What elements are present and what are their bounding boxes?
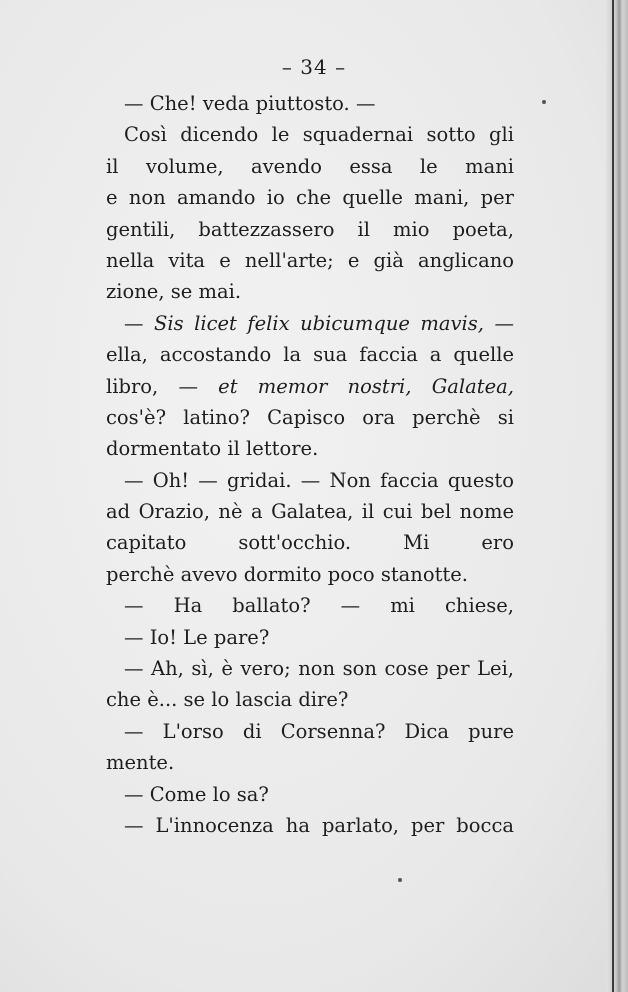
text-line bbox=[106, 653, 514, 684]
text-run: che è... se lo lascia dire? bbox=[106, 688, 349, 712]
text-line bbox=[106, 214, 514, 245]
text-line bbox=[106, 182, 514, 213]
text-run: ad Orazio, nè a Galatea, il cui bel nome bbox=[106, 500, 514, 524]
text-run: — Come lo sa? bbox=[124, 782, 269, 806]
text-line bbox=[106, 810, 514, 841]
text-line bbox=[106, 339, 514, 370]
text-run: — Che! veda piuttosto. — bbox=[124, 92, 376, 115]
body-text bbox=[106, 88, 514, 841]
text-run: libro, — bbox=[106, 374, 219, 398]
text-line bbox=[106, 371, 514, 402]
text-run: — bbox=[124, 311, 154, 335]
text-run: e non amando io che quelle mani, per bbox=[106, 186, 514, 210]
ink-speck bbox=[398, 878, 402, 882]
text-line bbox=[106, 119, 514, 150]
text-line bbox=[106, 590, 514, 621]
text-line bbox=[106, 276, 514, 307]
text-line bbox=[106, 308, 514, 339]
text-line bbox=[106, 684, 514, 715]
text-line bbox=[106, 747, 514, 778]
text-run: cos'è? latino? Capisco ora perchè si bbox=[106, 405, 514, 429]
page-number: – 34 – bbox=[281, 55, 347, 79]
text-line bbox=[106, 433, 514, 464]
text-run: ella, accostando la sua faccia a quelle bbox=[106, 343, 514, 367]
text-line bbox=[106, 402, 514, 433]
text-run: Così dicendo le squadernai sotto gli bbox=[124, 123, 514, 147]
text-run: dormentato il lettore. bbox=[106, 437, 319, 461]
text-run: gentili, battezzassero il mio poeta, bbox=[106, 217, 514, 241]
text-line bbox=[106, 465, 514, 496]
ink-speck bbox=[542, 100, 546, 104]
text-line bbox=[106, 245, 514, 276]
text-line bbox=[106, 559, 514, 590]
italic-quote: Sis licet felix ubicumque mavis, bbox=[154, 311, 484, 335]
text-run: — L'orso di Corsenna? Dica pure bbox=[124, 719, 514, 743]
text-line bbox=[106, 151, 514, 182]
italic-quote: et memor nostri, Galatea, bbox=[218, 374, 514, 398]
text-run: — bbox=[494, 311, 514, 335]
binding-line bbox=[612, 0, 614, 992]
text-run: capitato sott'occhio. Mi ero bbox=[106, 531, 514, 555]
text-run: — Ha ballato? — mi chiese, bbox=[124, 594, 514, 618]
text-run: — L'innocenza ha parlato, per bocca bbox=[124, 813, 514, 837]
text-run: nella vita e nell'arte; e già anglicano bbox=[106, 248, 514, 272]
text-run: mente. bbox=[106, 751, 175, 775]
page-edge-shadow bbox=[606, 0, 628, 992]
text-line bbox=[106, 716, 514, 747]
text-line bbox=[106, 622, 514, 653]
text-run: il volume, avendo essa le mani bbox=[106, 154, 514, 178]
text-line bbox=[106, 88, 514, 119]
text-run: — Oh! — gridai. — Non faccia questo bbox=[124, 468, 514, 492]
text-run: — Io! Le pare? bbox=[124, 625, 270, 649]
text-line bbox=[106, 527, 514, 558]
text-run: — Ah, sì, è vero; non son cose per Lei, bbox=[124, 657, 514, 681]
text-run: perchè avevo dormito poco stanotte. bbox=[106, 562, 469, 586]
text-run: zione, se mai. bbox=[106, 280, 242, 304]
text-line bbox=[106, 496, 514, 527]
text-line bbox=[106, 779, 514, 810]
